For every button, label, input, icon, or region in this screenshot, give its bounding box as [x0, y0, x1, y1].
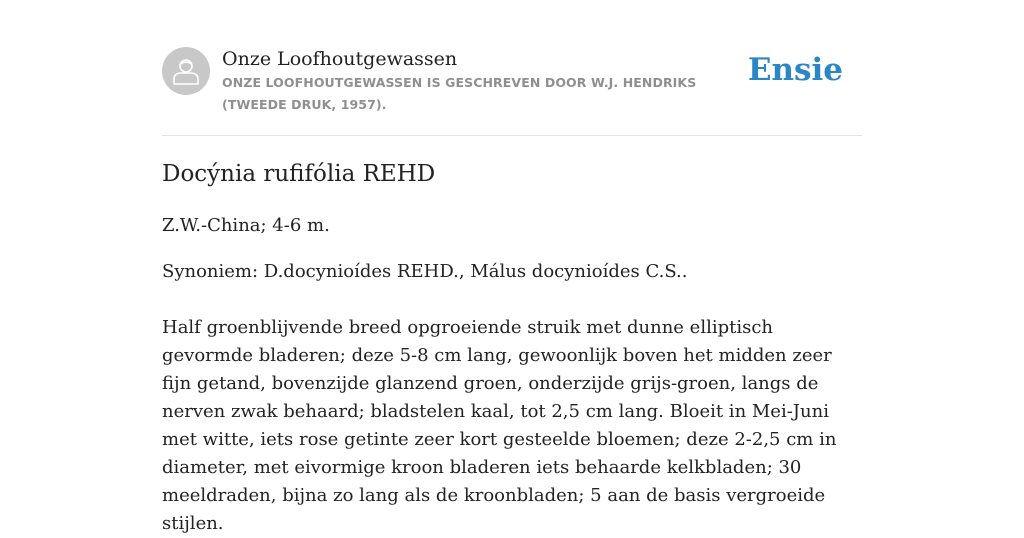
entry-title: Docýnia rufifólia REHD: [162, 161, 436, 187]
entry-content: [162, 157, 862, 538]
user-outline-icon: [162, 47, 210, 95]
author-avatar[interactable]: [162, 47, 210, 95]
entry-origin: Z.W.-China; 4-6 m.: [162, 215, 330, 236]
entry-synonyms: Synoniem: D.docynioídes REHD., Málus docynioídes C.S..: [162, 261, 688, 282]
book-title[interactable]: Onze Loofhoutgewassen: [222, 48, 458, 70]
book-info: [222, 47, 752, 116]
ensie-logo-link[interactable]: Ensie: [747, 52, 843, 88]
entry-description: Half groenblijvende breed opgroeiende struik met dunne elliptisch gevormde bladeren; deze 5-8 cm lang, gewoonlijk boven het midden zeer fijn getand, bovenzijde glanzend groen, onderzijde grijs-groen, langs de nerven zwak behaard; bladstelen kaal, tot 2,5 cm lang. Bloeit in Mei-Juni met witte, iets rose getinte zeer kort gesteelde bloemen; deze 2-2,5 cm in diameter, met eivormige kroon bladeren iets behaarde kelkbladen; 30 meeldraden, bijna zo lang als de kroonbladen; 5 aan de basis vergroeide stijlen.: [162, 317, 837, 534]
header-divider: [162, 135, 862, 136]
book-subtitle: ONZE LOOFHOUTGEWASSEN IS GESCHREVEN DOOR W.J. HENDRIKS (TWEEDE DRUK, 1957).: [222, 75, 697, 112]
